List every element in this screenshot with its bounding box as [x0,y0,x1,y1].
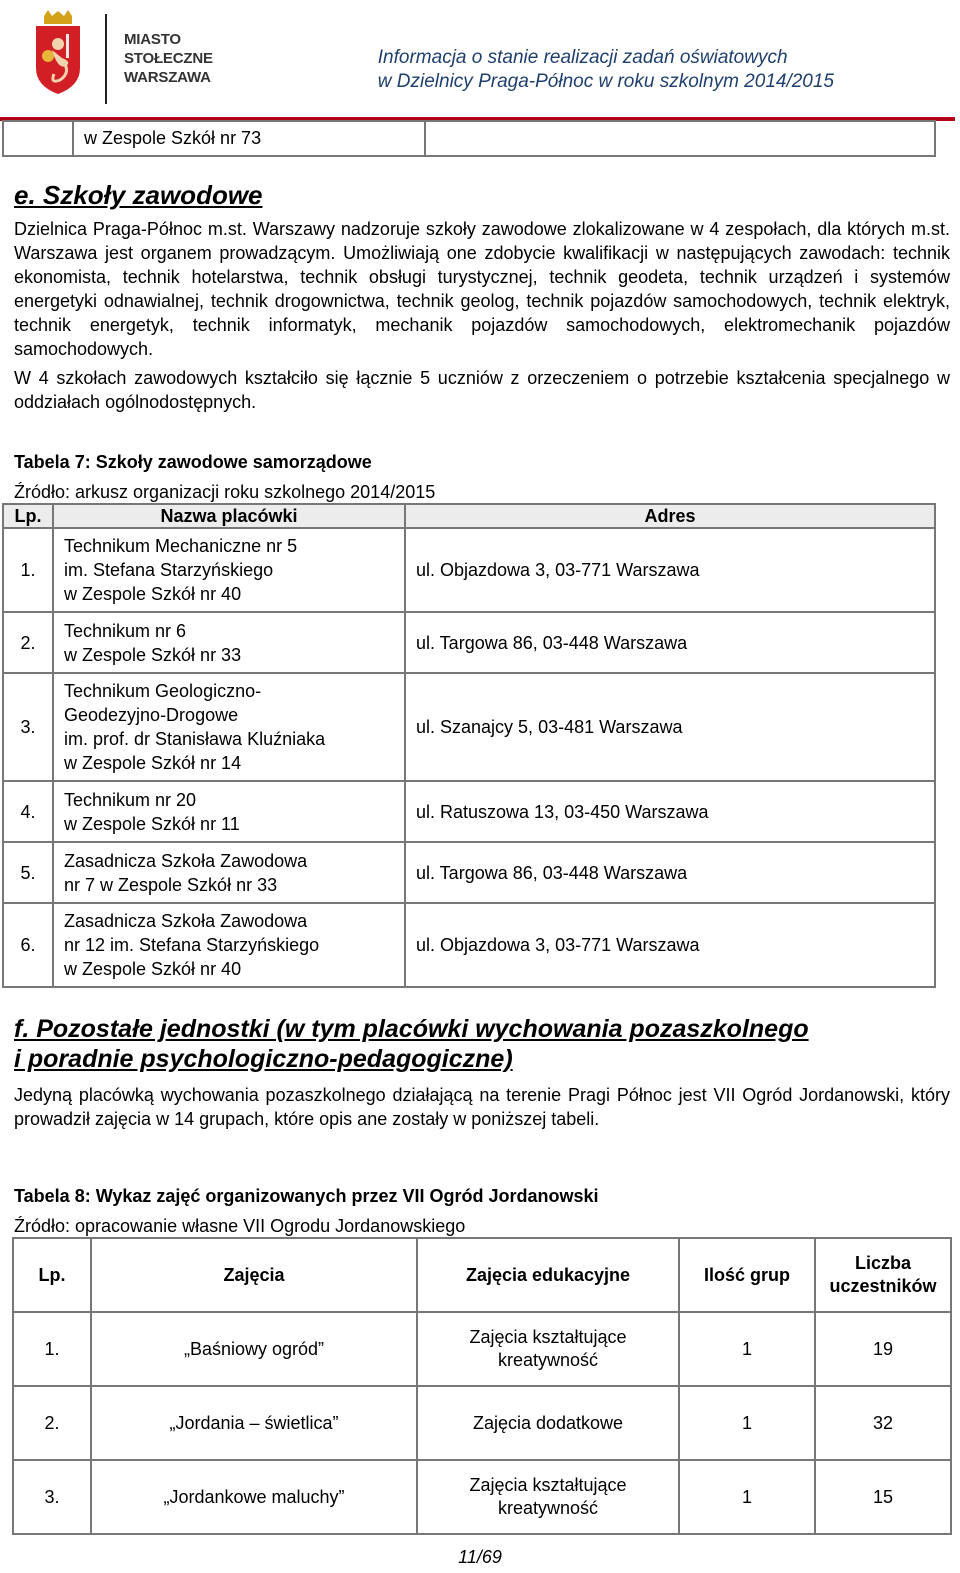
column-header: Lp. [13,1238,91,1312]
row-number: 2. [13,1386,91,1460]
school-name: Technikum Geologiczno- Geodezyjno-Drogowe im. prof. dr Stanisława Kluźniaka w Zespole Szkół nr 14 [53,673,405,781]
section-heading-line: f. Pozostałe jednostki (w tym placówki wychowania pozaszkolnego [14,1015,809,1043]
logo-line: STOŁECZNE [124,50,213,67]
table-source: Źródło: opracowanie własne VII Ogrodu Jordanowskiego [14,1216,466,1236]
table-source: Źródło: arkusz organizacji roku szkolnego 2014/2015 [14,482,436,502]
logo-line: WARSZAWA [124,69,211,86]
paragraph: W 4 szkołach zawodowych kształciło się łącznie 5 uczniów z orzeczeniem o potrzebie kształcenia specjalnego w oddziałach ogólnodostępnych. [14,368,950,412]
school-address: ul. Objazdowa 3, 03-771 Warszawa [405,528,935,612]
table-header-row [13,1238,951,1312]
activity-name: „Jordania – świetlica” [91,1386,417,1460]
table-row [3,673,935,781]
table-cell: w Zespole Szkół nr 73 [73,121,425,156]
activity-name: „Baśniowy ogród” [91,1312,417,1386]
activity-type: Zajęcia dodatkowe [417,1386,679,1460]
previous-table-continuation [2,120,936,157]
row-number: 4. [3,781,53,842]
page-number: 11/69 [458,1547,502,1567]
report-title-line: w Dzielnicy Praga-Północ w roku szkolnym 2014/2015 [377,71,834,92]
activity-type: Zajęcia kształtujące kreatywność [417,1312,679,1386]
column-header: Lp. [3,504,53,528]
section-heading: e. Szkoły zawodowe [14,180,263,210]
table-cell [425,121,935,156]
table-row [3,612,935,673]
activity-name: „Jordankowe maluchy” [91,1460,417,1534]
table-row [13,1312,951,1386]
column-header: Adres [405,504,935,528]
table-header-row [3,504,935,528]
group-count: 1 [679,1386,815,1460]
activities-table [12,1237,952,1535]
participant-count: 32 [815,1386,951,1460]
activity-type: Zajęcia kształtujące kreatywność [417,1460,679,1534]
row-number: 3. [3,673,53,781]
participant-count: 15 [815,1460,951,1534]
city-logo-text [124,30,213,87]
table-caption: Tabela 7: Szkoły zawodowe samorządowe [14,452,372,472]
table-row [3,528,935,612]
column-header: Nazwa placówki [53,504,405,528]
column-header: Ilość grup [679,1238,815,1312]
school-name: Technikum nr 20 w Zespole Szkół nr 11 [53,781,405,842]
school-name: Zasadnicza Szkoła Zawodowa nr 7 w Zespole Szkół nr 33 [53,842,405,903]
group-count: 1 [679,1312,815,1386]
school-name: Technikum nr 6 w Zespole Szkół nr 33 [53,612,405,673]
report-title-line: Informacja o stanie realizacji zadań oświatowych [377,47,788,68]
school-address: ul. Szanajcy 5, 03-481 Warszawa [405,673,935,781]
participant-count: 19 [815,1312,951,1386]
table-row [13,1386,951,1460]
table-row [3,121,935,156]
column-header: Zajęcia edukacyjne [417,1238,679,1312]
school-address: ul. Targowa 86, 03-448 Warszawa [405,612,935,673]
school-name: Zasadnicza Szkoła Zawodowa nr 12 im. Stefana Starzyńskiego w Zespole Szkół nr 40 [53,903,405,987]
row-number: 5. [3,842,53,903]
column-header: Liczba uczestników [815,1238,951,1312]
school-name: Technikum Mechaniczne nr 5 im. Stefana Starzyńskiego w Zespole Szkół nr 40 [53,528,405,612]
table-caption: Tabela 8: Wykaz zajęć organizowanych przez VII Ogród Jordanowski [14,1186,599,1206]
row-number: 6. [3,903,53,987]
school-address: ul. Ratuszowa 13, 03-450 Warszawa [405,781,935,842]
logo-divider [105,14,107,104]
row-number: 3. [13,1460,91,1534]
column-header: Zajęcia [91,1238,417,1312]
group-count: 1 [679,1460,815,1534]
table-cell [3,121,73,156]
paragraph: Jedyną placówką wychowania pozaszkolnego działającą na terenie Pragi Północ jest VII Ogród Jordanowski, który prowadził zajęcia w 14 grupach, które opis ane zostały w poniższej tabeli. [14,1085,950,1129]
table-row [3,781,935,842]
warsaw-crest-icon [32,10,84,96]
section-heading [14,1014,809,1074]
table-row [3,842,935,903]
section-heading-line: i poradnie psychologiczno-pedagogiczne) [14,1045,513,1073]
row-number: 1. [13,1312,91,1386]
schools-table [2,503,936,988]
school-address: ul. Objazdowa 3, 03-771 Warszawa [405,903,935,987]
paragraph: Dzielnica Praga-Północ m.st. Warszawy nadzoruje szkoły zawodowe zlokalizowane w 4 zespołach, dla których m.st. Warszawa jest organem prowadzącym. Umożliwiają one zdobycie kwalifikacji w następujących zawodach: technik ekonomista, technik hotelarstwa, technik obsługi turystycznej, technik geodeta, technik urządzeń i systemów energetyki odnawialnej, technik drogownictwa, technik geolog, technik pojazdów samochodowych, technik elektryk, technik energetyk, technik informatyk, mechanik pojazdów samochodowych, elektromechanik pojazdów samochodowych. [14,219,950,359]
row-number: 2. [3,612,53,673]
table-row [3,903,935,987]
logo-line: MIASTO [124,31,181,48]
row-number: 1. [3,528,53,612]
table-row [13,1460,951,1534]
report-title [378,46,834,94]
school-address: ul. Targowa 86, 03-448 Warszawa [405,842,935,903]
page-header [0,0,960,122]
